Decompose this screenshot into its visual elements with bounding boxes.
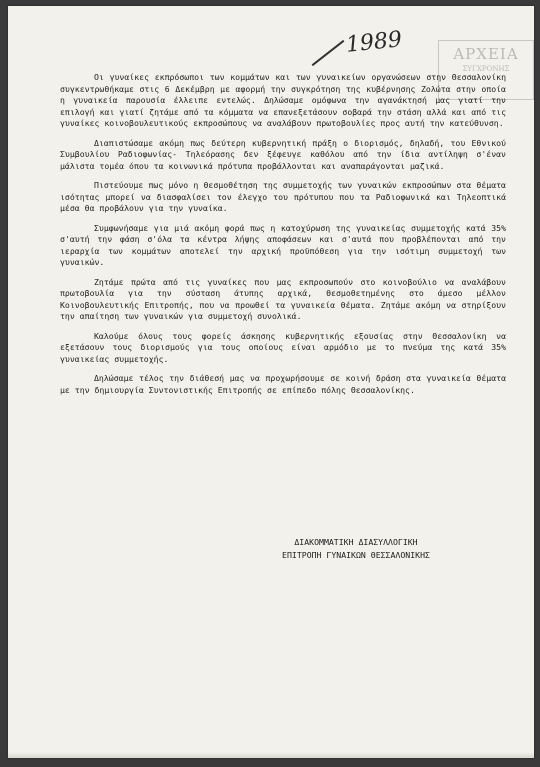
signature-line-2: ΕΠΙΤΡΟΠΗ ΓΥΝΑΙΚΩΝ ΘΕΣΣΑΛΟΝΙΚΗΣ [282,550,430,560]
paragraph-7: Δηλώσαμε τέλος την διάθεσή μας να προχωρήσουμε σε κοινή δράση στα γυναικεία θέματα με την δημιουργία Συντονιστικής Επιτροπής σε επίπεδο πόλης Θεσσαλονίκης. [60,373,506,395]
document-page [8,6,534,758]
paragraph-3: Πιστεύουμε πως μόνο η θεσμοθέτηση της συμμετοχής των γυναικών εκπροσώπων στα θέματα ισότητας μπορεί να διασφαλίσει τον έλεγχο του πρότυπου που τα Ραδιοφωνικά και Τηλεοπτικά μέσα θα προβάλουν για την γυναίκα. [60,180,506,213]
pen-mark [312,40,345,66]
handwritten-year: 1989 [344,27,404,58]
stamp-line-1: ΑΡΧΕΙΑ [453,45,519,63]
paragraph-2: Διαπιστώσαμε ακόμη πως δεύτερη κυβερνητική πράξη ο διορισμός, δηλαδή, του Εθνικού Συμβουλίου Ραδιοφωνίας- Τηλεόρασης δεν ξέφευγε καθόλου από την ίδια αντίληψη σ'έναν μάλιστα τομέα όπου τα κοινωνικά πρότυπα προβάλλονται και αναπαράγονται μαζικά. [60,137,506,171]
signature-block [256,536,456,562]
paragraph-4: Συμφωνήσαμε για μιά ακόμη φορά πως η κατοχύρωση της γυναικείας συμμετοχής κατά 35% σ'αυτή την φάση σ'όλα τα κέντρα λήψης αποφάσεων και σ'αυτά που προβλέπονται από την ιεραρχία των κομμάτων αποτελεί την αρχική προϋπόθεση για την ισότιμη συμμετοχή των γυναικών. [60,222,506,267]
paragraph-5: Ζητάμε πρώτα από τις γυναίκες που μας εκπροσωπούν στο κοινοβούλιο να αναλάβουν πρωτοβουλία για την σύσταση άτυπης αρχικά, θεσμοθετημένης στο άμεσο μέλλον Κοινοβουλευτικής Επιτροπής, που να προωθεί τα γυναικεία θέματα. Ζητάμε ακόμη να στηρίξουν την απαίτηση των γυναικών για συμμετοχή συνολικά. [60,276,506,321]
stamp-line-2: ΣΥΓΧΡΟΝΗΣ [462,65,510,73]
paragraph-1: Οι γυναίκες εκπρόσωποι των κομμάτων και των γυναικείων οργανώσεων στην Θεσσαλονίκη συγκεντρωθήκαμε στις 6 Δεκέμβρη με αφορμή την συγκρότηση της κυβέρνησης Ζολώτα στην οποία η γυναικεία παρουσία έλλειπε εντελώς. Δηλώσαμε ομόφωνα την αγανάκτησή μας γιατί την επιλογή και γιατί ζητάμε από τα κόμματα να επανεξετάσουν σοβαρά την στάση αλλά και από τις γυναίκες κοινοβουλευτικούς εκπροσώπους να αναλάβουν πρωτοβουλίες προς αυτή την κατεύθυνση. [60,72,506,128]
signature-line-1: ΔΙΑΚΟΜΜΑΤΙΚΗ ΔΙΑΣΥΛΛΟΓΙΚΗ [294,537,418,547]
document-body [60,72,506,404]
paragraph-6: Καλούμε όλους τους φορείς άσκησης κυβερνητικής εξουσίας στην Θεσσαλονίκη να εξετάσουν τους διορισμούς για τους οποίους είναι αρμόδιο με το πνεύμα της κατά 35% γυναικείας συμμετοχής. [60,330,506,364]
